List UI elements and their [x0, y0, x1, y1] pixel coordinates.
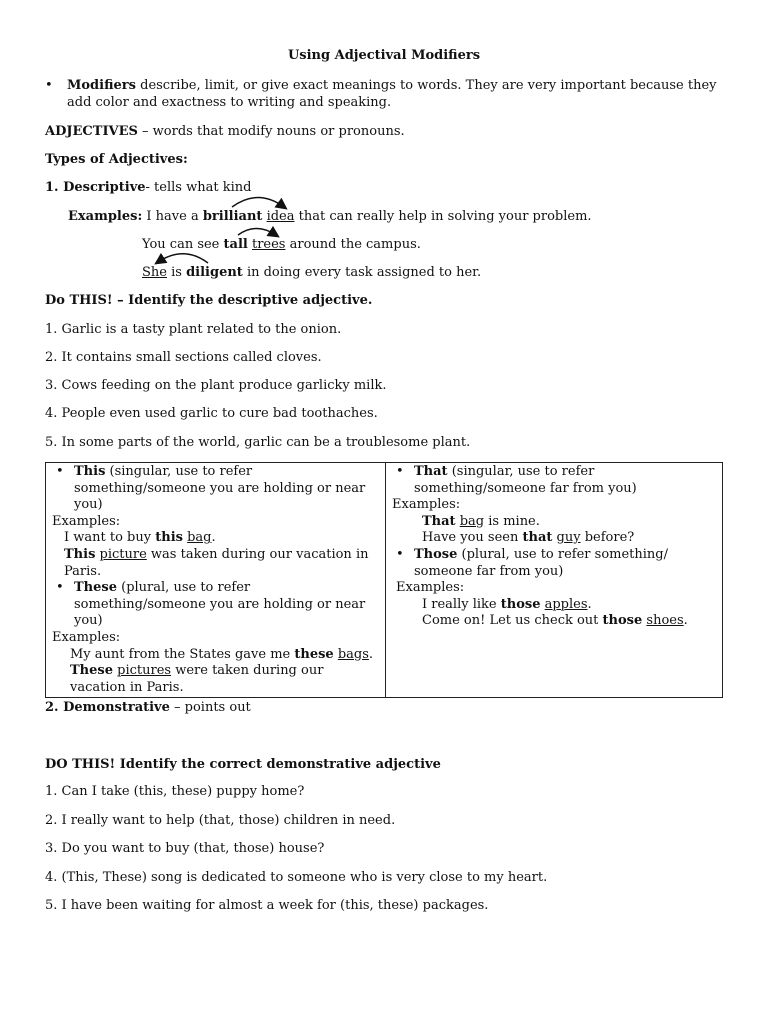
exercise2-item: 3. Do you want to buy (that, those) house? — [45, 841, 325, 856]
noun-she: She — [142, 265, 167, 280]
descriptive-heading — [45, 179, 251, 196]
examples-label: Examples: — [396, 580, 465, 596]
modifier-arrows — [0, 0, 768, 300]
descriptive-example-2: You can see tall trees around the campus. — [142, 237, 421, 252]
table-cell-that-those — [386, 463, 723, 698]
those-definition: • Those (plural, use to refer something/ someone far from you) — [392, 547, 716, 580]
modifiers-definition — [67, 77, 717, 94]
table-example: That bag is mine. — [422, 513, 540, 529]
adjectives-text: – words that modify nouns or pronouns. — [137, 124, 405, 139]
exercise2-item: 5. I have been waiting for almost a week for (this, these) packages. — [45, 898, 489, 913]
adjective-tall: tall — [223, 237, 248, 252]
page-title: Using Adjectival Modifiers — [287, 48, 481, 63]
descriptive-example-3: She is diligent in doing every task assigned to her. — [142, 265, 482, 280]
arrow-diligent-to-she — [158, 254, 208, 263]
modifiers-text-line2: add color and exactness to writing and speaking. — [67, 95, 392, 110]
exercise2-heading: DO THIS! Identify the correct demonstrative adjective — [45, 757, 441, 772]
examples-label: Examples: — [392, 497, 461, 513]
adjective-diligent: diligent — [186, 265, 243, 280]
modifiers-term: Modifiers — [67, 78, 136, 93]
exercise1-heading: Do THIS! – Identify the descriptive adjective. — [45, 293, 373, 308]
arrow-tall-to-trees — [238, 229, 276, 236]
demonstrative-definition: – points out — [169, 700, 251, 715]
adjective-brilliant: brilliant — [202, 209, 263, 224]
table-example: Come on! Let us check out those shoes. — [422, 613, 688, 629]
table-example: This picture was taken during our vacation in Paris. — [64, 546, 369, 579]
exercise2-item: 4. (This, These) song is dedicated to someone who is very close to my heart. — [45, 870, 548, 885]
adjectives-term: ADJECTIVES — [45, 124, 138, 139]
examples-label: Examples: — [52, 629, 121, 645]
examples-label: Examples: — [68, 209, 143, 224]
demonstrative-term: 2. Demonstrative — [45, 700, 170, 715]
exercise1-item: 1. Garlic is a tasty plant related to the onion. — [45, 322, 342, 337]
exercise2-item: 1. Can I take (this, these) puppy home? — [45, 784, 305, 799]
table-example: I want to buy this bag. — [64, 530, 216, 546]
table-example: My aunt from the States gave me these bags. — [70, 646, 374, 662]
descriptive-example-1: Examples: I have a brilliant idea that can really help in solving your problem. — [68, 209, 592, 224]
table-example: These pictures were taken during our vacation in Paris. — [70, 663, 324, 695]
types-heading: Types of Adjectives: — [45, 152, 188, 167]
exercise1-item: 2. It contains small sections called cloves. — [45, 350, 322, 365]
exercise1-item: 3. Cows feeding on the plant produce garlicky milk. — [45, 378, 387, 393]
table-example: I really like those apples. — [422, 596, 592, 612]
demonstrative-heading — [45, 699, 251, 716]
exercise1-item: 5. In some parts of the world, garlic can be a troublesome plant. — [45, 435, 471, 450]
exercise2-item: 2. I really want to help (that, those) children in need. — [45, 813, 396, 828]
noun-idea: idea — [266, 209, 295, 224]
modifiers-text-line1: describe, limit, or give exact meanings to words. They are very important because they — [135, 78, 717, 93]
table-example: Have you seen that guy before? — [422, 530, 635, 546]
that-definition: • That (singular, use to refer something/someone far from you) — [392, 464, 716, 497]
descriptive-term: 1. Descriptive — [45, 180, 146, 195]
this-definition: • This (singular, use to refer something/someone you are holding or near you) — [52, 464, 379, 514]
arrow-brilliant-to-idea — [232, 198, 284, 208]
descriptive-definition: - tells what kind — [145, 180, 252, 195]
exercise1-item: 4. People even used garlic to cure bad toothaches. — [45, 406, 378, 421]
demonstrative-table — [45, 462, 723, 698]
table-cell-this-these — [46, 463, 386, 698]
these-definition: • These (plural, use to refer something/someone you are holding or near you) — [52, 580, 379, 630]
noun-trees: trees — [251, 237, 286, 252]
examples-label: Examples: — [52, 513, 121, 529]
adjectives-definition — [45, 123, 405, 140]
